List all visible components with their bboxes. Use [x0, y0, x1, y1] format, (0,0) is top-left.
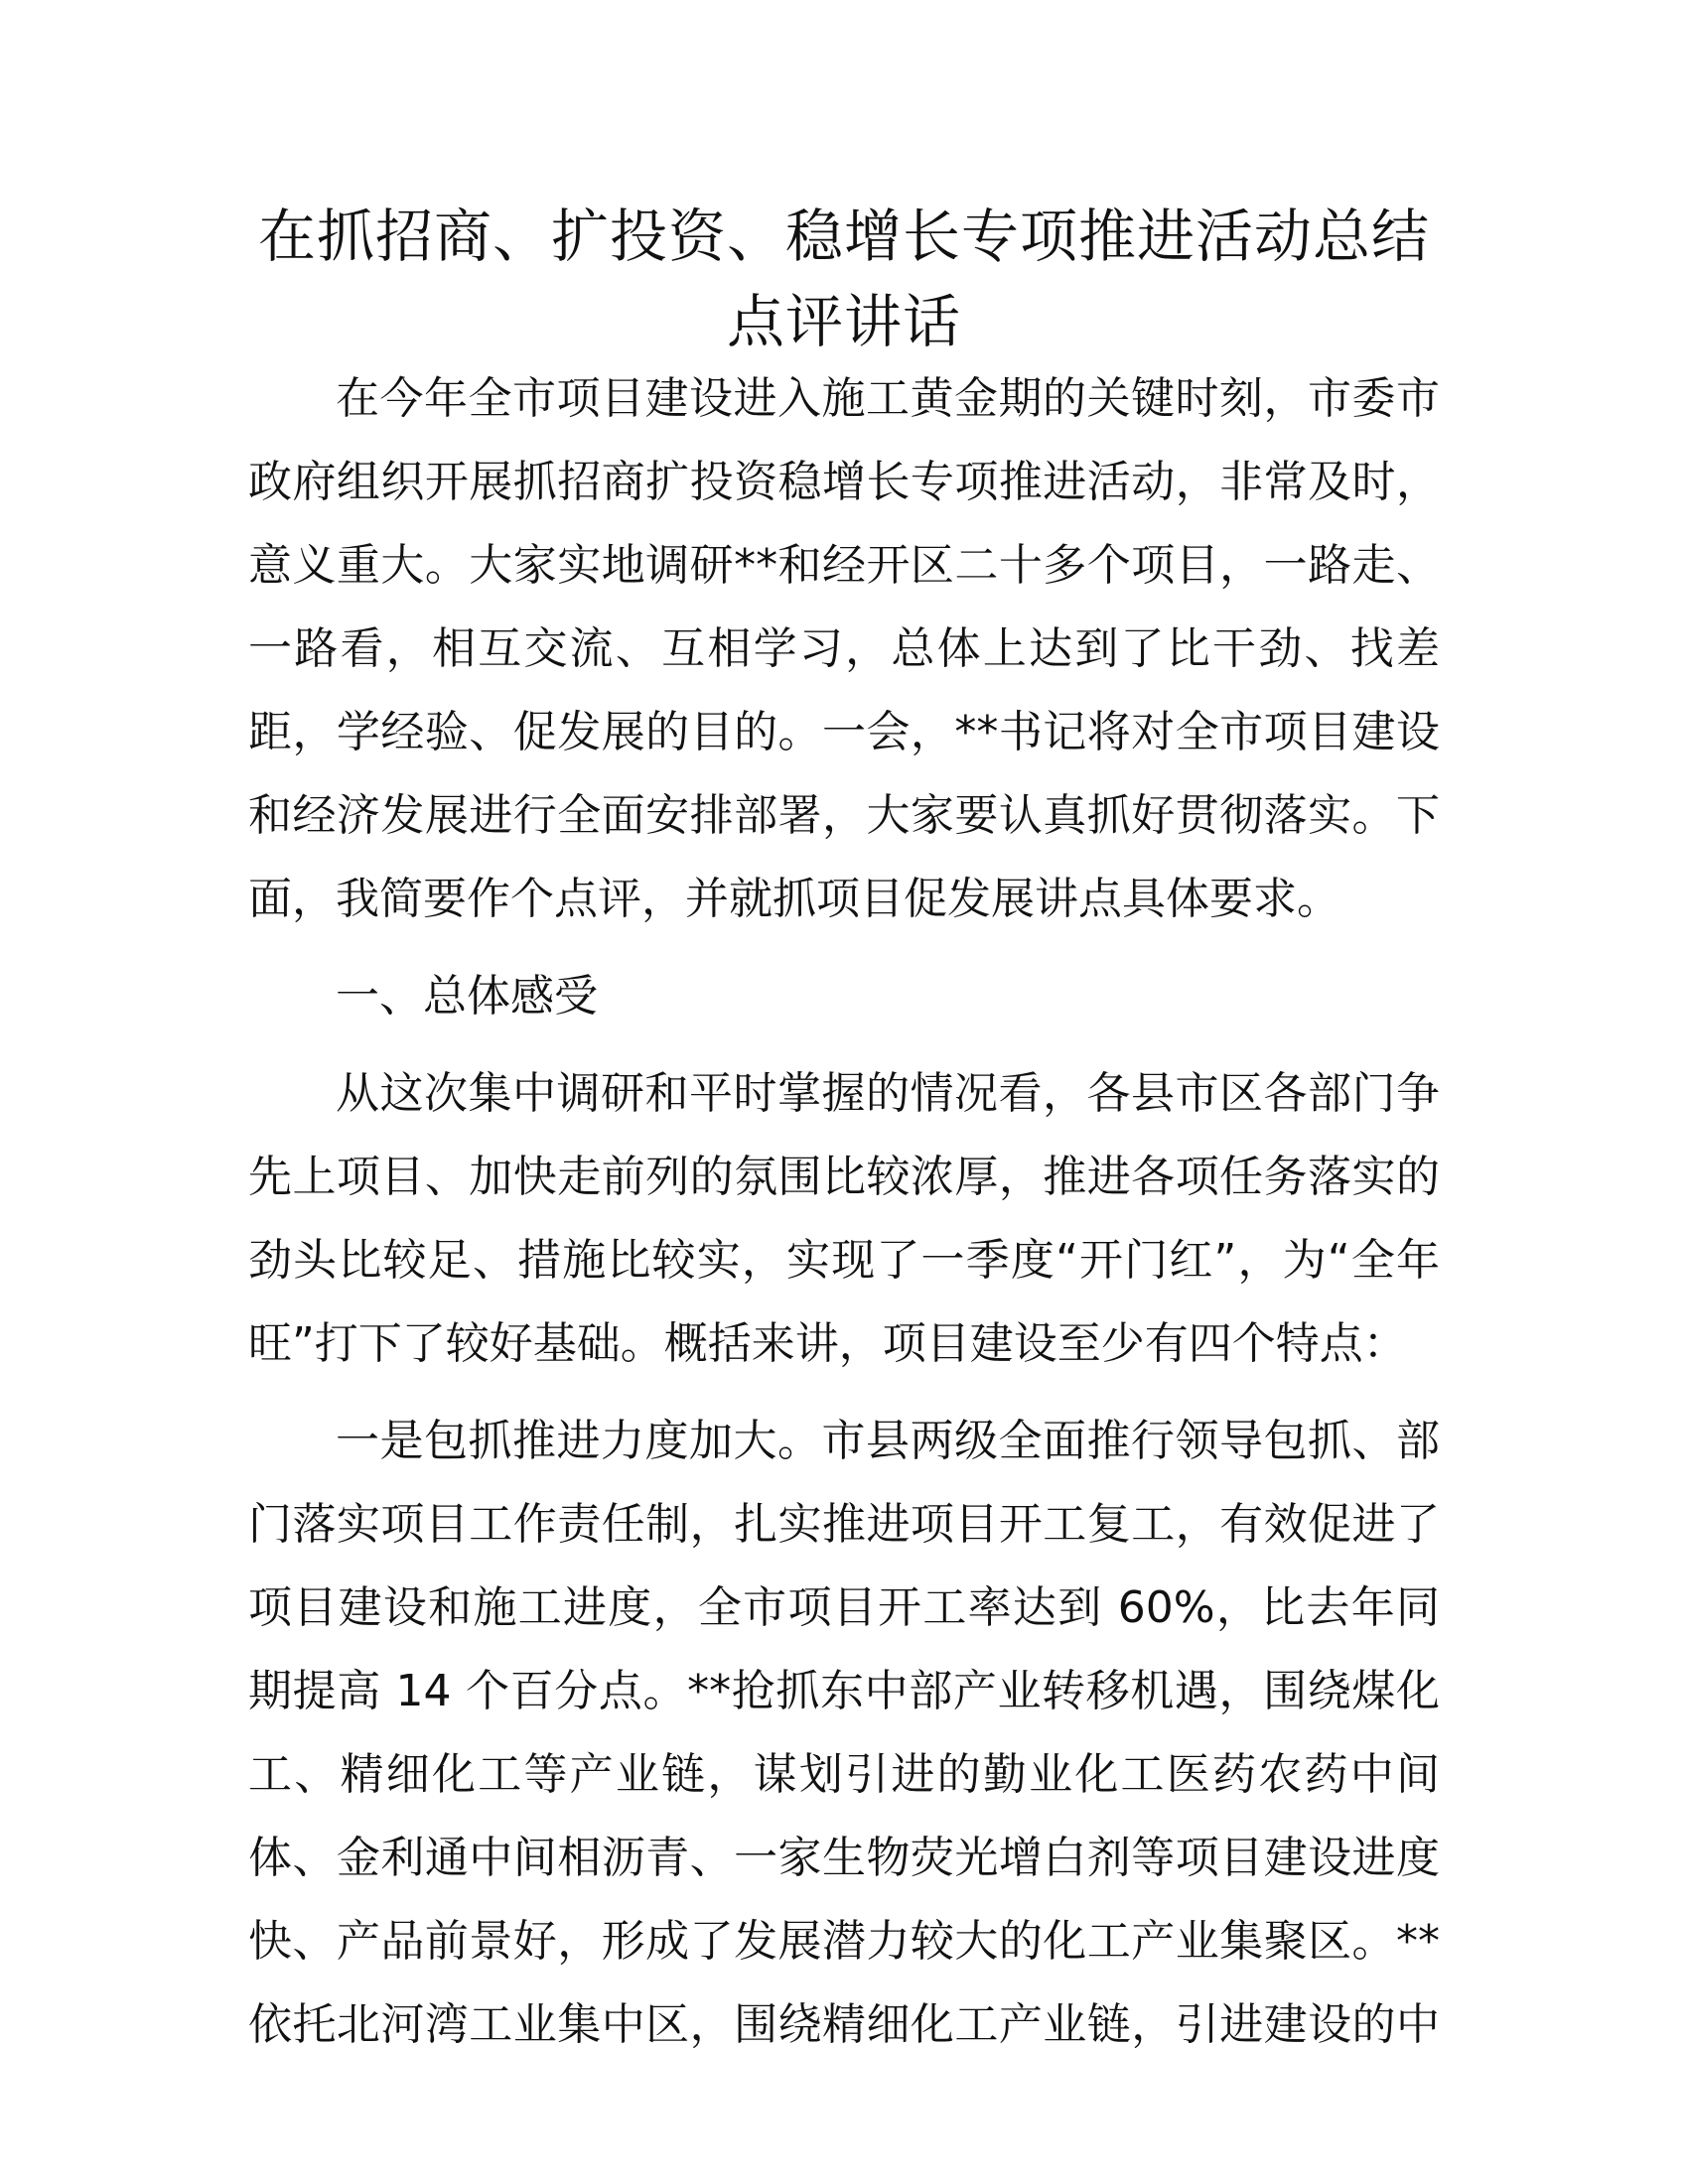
paragraph-line: 从这次集中调研和平时掌握的情况看，各县市区各部门争 [336, 1068, 1440, 1119]
document-title-line-1: 在抓招商、扩投资、稳增长专项推进活动总结 [257, 203, 1430, 270]
paragraph-line: 一路看，相互交流、互相学习，总体上达到了比干劲、找差 [248, 623, 1440, 674]
paragraph-line: 一是包抓推进力度加大。市县两级全面推行领导包抓、部 [336, 1416, 1440, 1466]
paragraph-line: 体、金利通中间相沥青、一家生物荧光增白剂等项目建设进度 [248, 1833, 1440, 1883]
paragraph-line: 依托北河湾工业集中区，围绕精细化工产业链，引进建设的中 [248, 1999, 1440, 2050]
paragraph-line: 先上项目、加快走前列的氛围比较浓厚，推进各项任务落实的 [248, 1152, 1440, 1202]
paragraph-line: 意义重大。大家实地调研**和经开区二十多个项目，一路走、 [248, 540, 1440, 591]
paragraph-line: 旺”打下了较好基础。概括来讲，项目建设至少有四个特点： [248, 1318, 1407, 1369]
paragraph-line: 门落实项目工作责任制，扎实推进项目开工复工，有效促进了 [248, 1499, 1440, 1550]
paragraph-line: 面，我简要作个点评，并就抓项目促发展讲点具体要求。 [248, 874, 1340, 924]
section-heading: 一、总体感受 [336, 971, 598, 1022]
paragraph-line: 劲头比较足、措施比较实，实现了一季度“开门红”，为“全年 [248, 1235, 1440, 1286]
paragraph-line: 工、精细化工等产业链，谋划引进的勤业化工医药农药中间 [248, 1749, 1440, 1800]
paragraph-line: 政府组织开展抓招商扩投资稳增长专项推进活动，非常及时， [248, 457, 1440, 507]
paragraph-line: 距，学经验、促发展的目的。一会，**书记将对全市项目建设 [248, 707, 1440, 757]
paragraph-line: 项目建设和施工进度，全市项目开工率达到 60%，比去年同 [248, 1582, 1440, 1633]
paragraph-line: 快、产品前景好，形成了发展潜力较大的化工产业集聚区。** [248, 1916, 1440, 1967]
paragraph-line: 和经济发展进行全面安排部署，大家要认真抓好贯彻落实。下 [248, 790, 1440, 841]
paragraph-line: 期提高 14 个百分点。**抢抓东中部产业转移机遇，围绕煤化 [248, 1666, 1440, 1716]
paragraph-line: 在今年全市项目建设进入施工黄金期的关键时刻，市委市 [336, 373, 1440, 424]
document-title-line-2: 点评讲话 [726, 288, 961, 355]
